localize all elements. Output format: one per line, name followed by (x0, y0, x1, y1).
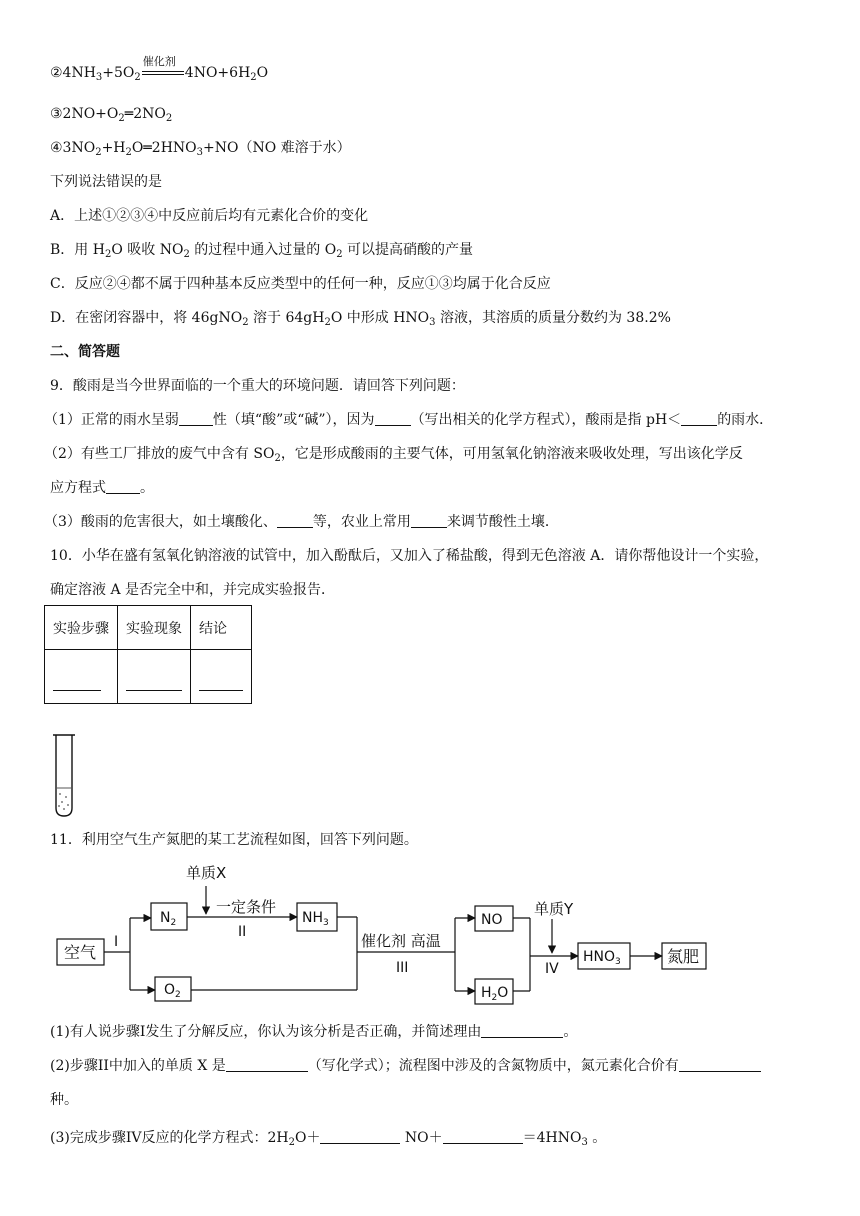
question-10-stem-1: 10．小华在盛有氢氧化钠溶液的试管中，加入酚酞后，又加入了稀盐酸，得到无色溶液 A．请你帮他设计一个实验， (50, 548, 769, 564)
label-step-2: II (238, 924, 247, 940)
label-hno3: $HNO_3$ (583, 949, 621, 967)
question-11-stem: 11．利用空气生产氮肥的某工艺流程如图，回答下列问题。 (50, 832, 418, 848)
label-step-3: III (396, 960, 409, 976)
label-h2o: $H_2O$ (481, 985, 509, 1003)
catalyst-label: 催化剂 (142, 55, 176, 68)
question-9-stem: 9．酸雨是当今世界面临的一个重大的环境问题．请回答下列问题： (50, 378, 465, 394)
q9-part-1: （1）正常的雨水呈弱 性（填“酸”或“碱”），因为 （写出相关的化学方程式），酸雨是指 pH＜ 的雨水． (44, 412, 774, 428)
label-step-1: I (114, 934, 119, 950)
label-fertilizer: 氮肥 (667, 947, 700, 966)
q11-part-1: (1)有人说步骤I发生了分解反应，你认为该分析是否正确，并简述理由 。 (50, 1024, 578, 1040)
equation-4: $④3NO_2+H_2O═2HNO_3+NO(NO$ 难溶于水） (50, 140, 351, 158)
label-n2: $N_2$ (160, 910, 177, 928)
label-no: NO (481, 912, 503, 928)
option-a: A．上述①②③④中反应前后均有元素化合价的变化 (50, 208, 369, 224)
q9-part-3: （3）酸雨的危害很大，如土壤酸化、 等，农业上常用 来调节酸性土壤． (44, 514, 559, 530)
question-10-stem-2: 确定溶液 A 是否完全中和，并完成实验报告． (50, 582, 336, 598)
header-phenomenon: 实验现象 (118, 606, 191, 650)
label-air: 空气 (64, 943, 97, 962)
option-b: B．用 $H_2O$ 吸收 $NO_2$ 的过程中通入过量的 $O_2$ 可以提高硝酸的产量 (50, 242, 474, 260)
header-conclusion: 结论 (191, 606, 252, 650)
q11-part-3: (3)完成步骤IV反应的化学方程式：$2H_2O+ NO+ =4HNO_3$ 。 (50, 1130, 607, 1148)
q9-part-2-cont: 应方程式 。 (50, 480, 154, 496)
equation-3: $③2NO+O_2═2NO_2$ (50, 106, 173, 124)
q11-part-2: (2)步骤II中加入的单质 X 是 （写化学式）；流程图中涉及的含氮物质中，氮元素化合价有 (50, 1056, 761, 1076)
label-catalyst-temp: 催化剂 高温 (361, 932, 441, 950)
label-o2: $O_2$ (164, 982, 181, 1000)
header-step: 实验步骤 (45, 606, 118, 650)
question-8-stem: 下列说法错误的是 (50, 174, 162, 190)
q9-part-2: （2）有些工厂排放的废气中含有 $SO_2$，它是形成酸雨的主要气体，可用氢氧化钠溶液来吸收处理，写出该化学反 (44, 446, 743, 464)
option-c: C．反应②④都不属于四种基本反应类型中的任何一种，反应①③均属于化合反应 (50, 276, 551, 292)
label-step-4: IV (545, 961, 559, 977)
label-element-x: 单质X (186, 864, 227, 882)
section-heading: 二、简答题 (50, 344, 120, 360)
q11-part-2-cont: 种。 (50, 1092, 78, 1108)
label-nh3: $NH_3$ (302, 910, 329, 928)
label-element-y: 单质Y (534, 900, 574, 918)
label-condition: 一定条件 (216, 898, 277, 916)
equation-2: $②4NH_3+5O_2$ 催化剂 $4NO+6H_2O$ (50, 63, 268, 83)
option-d: D．在密闭容器中，将 46gNO$_2$ 溶于 $64gH_2O$ 中形成 $HNO_3$ 溶液，其溶质的质量分数约为 38.2% (50, 310, 671, 328)
